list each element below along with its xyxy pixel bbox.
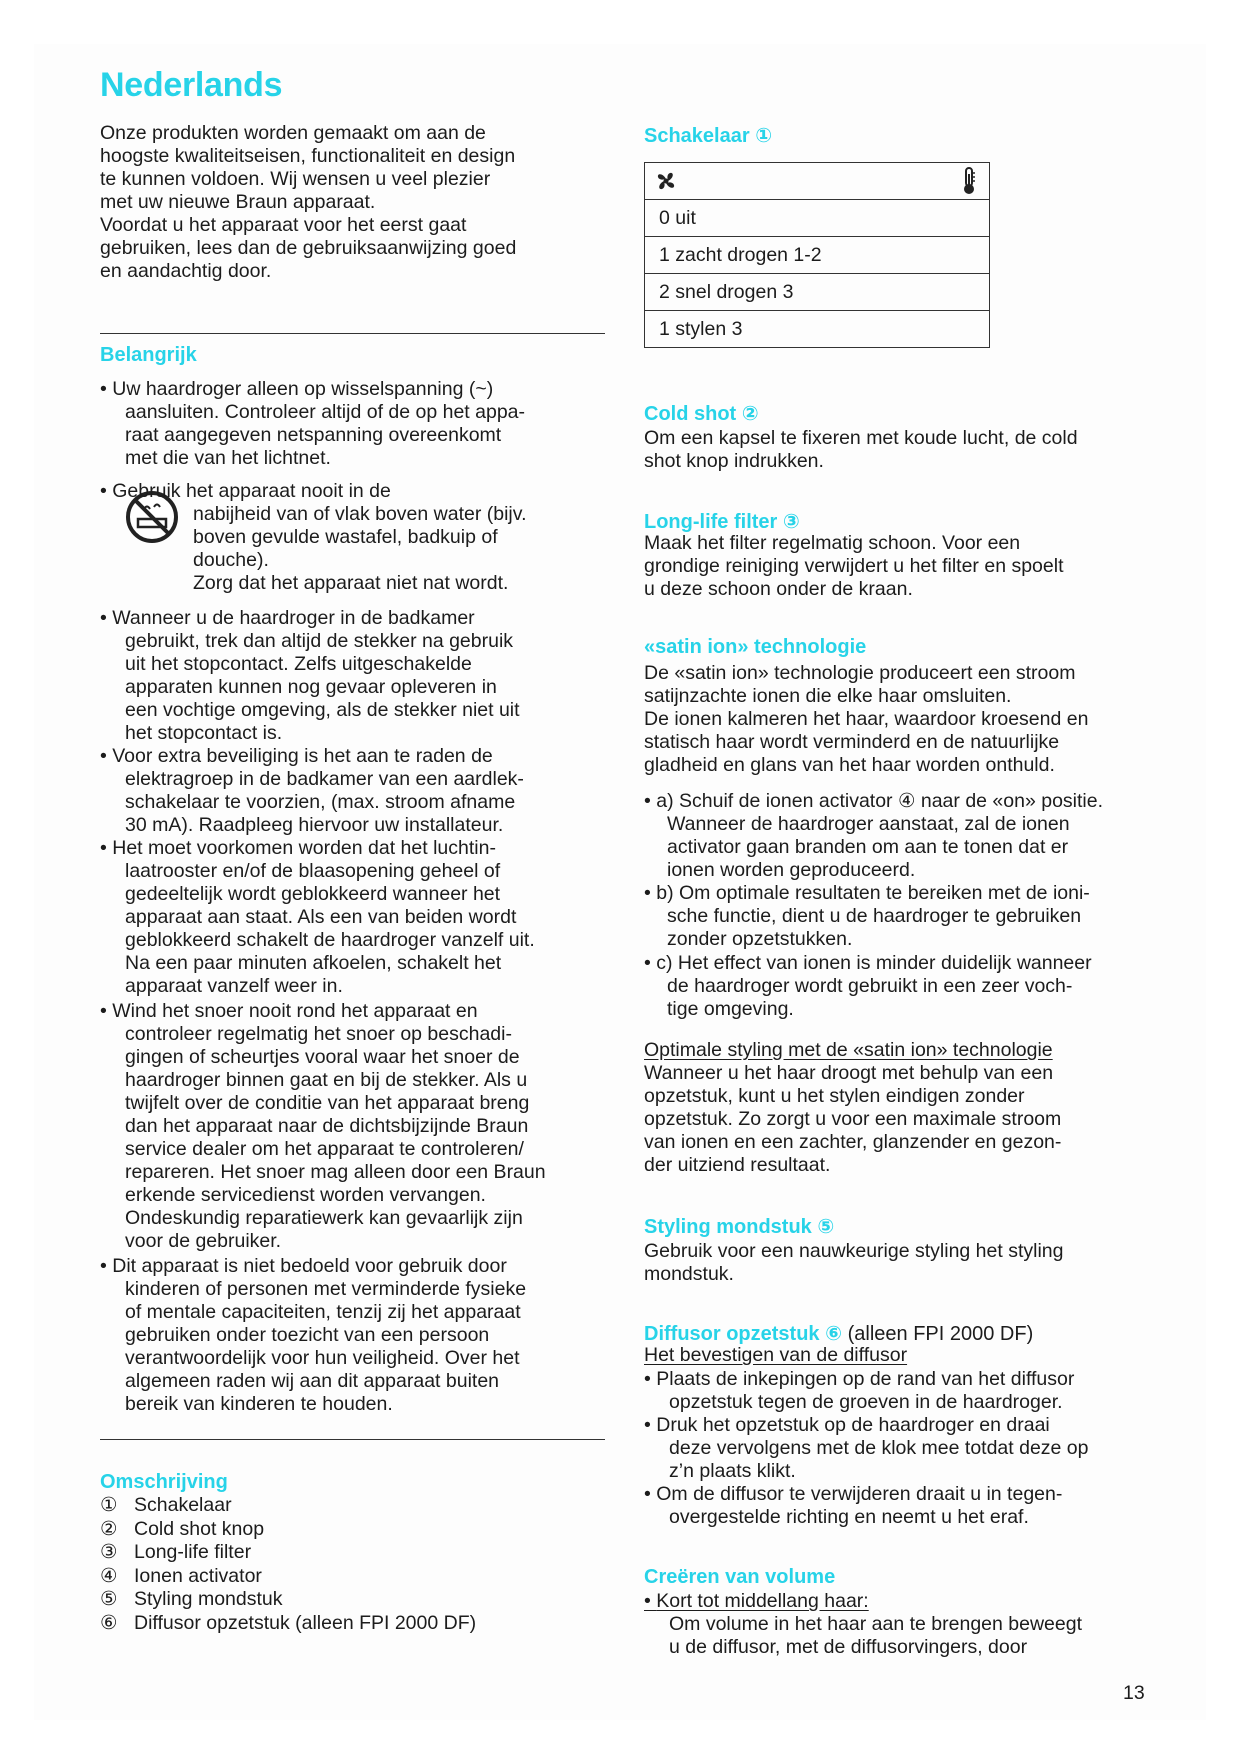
table-header-row: [645, 163, 989, 200]
list-item: ② Cold shot knop: [100, 1517, 265, 1540]
diffusor-bullet-3: • Om de diffusor te verwijderen draait u in tegen- overgestelde richting en neemt u het eraf.: [644, 1483, 1062, 1529]
optimal-styling: Optimale styling met de «satin ion» technologie Wanneer u het haar droogt met behulp van een opzetstuk, kunt u het stylen eindigen zonder opzetstuk. Zo zorgt u voor een maximale stroom van ionen en een zachter, glanzender en gezon- der uitziend resultaat.: [644, 1039, 1062, 1176]
diffusor-bullet-2: • Druk het opzetstuk op de haardroger en draai deze vervolgens met de klok mee totdat deze op z’n plaats klikt.: [644, 1414, 1089, 1483]
belangrijk-bullet-7: • Dit apparaat is niet bedoeld voor gebruik door kinderen of personen met verminderde fysieke of mentale capaciteiten, tenzij zij het apparaat gebruiken onder toezicht van een persoon verantwoordelijk voor hun veiligheid. Over het algemeen raden wij aan dit apparaat buiten bereik van kinderen te houden.: [100, 1255, 526, 1416]
table-row: 1 zacht drogen 1-2: [645, 237, 989, 274]
satin-list-c: • c) Het effect van ionen is minder duidelijk wanneer de haardroger wordt gebruikt in een zeer voch- tige omgeving.: [644, 952, 1092, 1021]
omschrijving-heading: Omschrijving: [100, 1471, 228, 1493]
list-item: ⑥ Diffusor opzetstuk (alleen FPI 2000 DF): [100, 1611, 477, 1634]
styling-heading: Styling mondstuk ⑤: [644, 1216, 835, 1238]
belangrijk-bullet-3: • Wanneer u de haardroger in de badkamer gebruikt, trek dan altijd de stekker na gebruik uit het stopcontact. Zelfs uitgeschakelde apparaten kunnen nog gevaar opleveren in een vochtige omgeving, als de stekker niet uit het stopcontact is.: [100, 607, 520, 745]
belangrijk-bullet-4: • Voor extra beveiliging is het aan te raden de elektragroep in de badkamer van een aardlek- schakelaar te voorzien, (max. stroom afname 30 mA). Raadpleeg hiervoor uw installateur.: [100, 745, 524, 837]
list-item: ③ Long-life filter: [100, 1541, 252, 1563]
cold-shot-heading: Cold shot ②: [644, 403, 759, 425]
thermometer-icon: [961, 166, 977, 196]
diffusor-bullet-1: • Plaats de inkepingen op de rand van het diffusor opzetstuk tegen de groeven in de haardroger.: [644, 1368, 1074, 1414]
fan-icon: [653, 168, 679, 194]
list-item: ④ Ionen activator: [100, 1564, 262, 1587]
belangrijk-bullet-5: • Het moet voorkomen worden dat het luchtin- laatrooster en/of de blaasopening geheel of gedeeltelijk wordt geblokkeerd wanneer het apparaat aan staat. Als een van beiden wordt geblokkeerd schakelt de haardroger vanzelf uit. Na een paar minuten afkoelen, schakelt het apparaat vanzelf weer in.: [100, 837, 535, 998]
list-item: ① Schakelaar: [100, 1494, 232, 1516]
belangrijk-bullet-6: • Wind het snoer nooit rond het apparaat en controleer regelmatig het snoer op beschadi- gingen of scheurtjes vooral waar het snoer de haardroger binnen gaat en bij de stekker. Als u twijfelt over de conditie van het apparaat breng dan het apparaat naar de dichtsbijzijnde Braun service dealer om het apparaat te controleren/ repareren. Het snoer mag alleen door een Braun erkende servicedienst worden vervangen. Ondeskundig reparatiewerk kan gevaarlijk zijn voor de gebruiker.: [100, 1000, 546, 1253]
omschrijving-list: [100, 1494, 476, 1635]
divider: [100, 333, 605, 334]
list-item: ⑤ Styling mondstuk: [100, 1588, 283, 1610]
schakelaar-heading: Schakelaar ①: [644, 125, 773, 147]
table-row: 1 stylen 3: [645, 311, 989, 348]
satin-heading: «satin ion» technologie: [644, 636, 867, 658]
belangrijk-heading: Belangrijk: [100, 344, 197, 366]
satin-list-b: • b) Om optimale resultaten te bereiken met de ioni- sche functie, dient u de haardroger te gebruiken zonder opzetstukken.: [644, 882, 1090, 951]
diffusor-heading: Diffusor opzetstuk ⑥ (alleen FPI 2000 DF): [644, 1323, 1034, 1345]
belangrijk-bullet-2: • Gebruik het apparaat nooit in de nabijheid van of vlak boven water (bijv. boven gevulde wastafel, badkuip of douche). Zorg dat het apparaat niet nat wordt.: [100, 480, 527, 595]
satin-list-a: • a) Schuif de ionen activator ④ naar de «on» positie. Wanneer de haardroger aanstaat, zal de ionen activator gaan branden om aan te tonen dat er ionen worden geproduceerd.: [644, 790, 1103, 882]
schakelaar-table: [644, 162, 990, 348]
satin-text: De «satin ion» technologie produceert een stroom satijnzachte ionen die elke haar omsluiten. De ionen kalmeren het haar, waardoor kroesend en statisch haar wordt verminderd en de natuurlijke gladheid en glans van het haar worden onthuld.: [644, 662, 1089, 776]
table-row: 2 snel drogen 3: [645, 274, 989, 311]
cold-shot-text: Om een kapsel te fixeren met koude lucht, de cold shot knop indrukken.: [644, 427, 1078, 472]
page-number: 13: [1123, 1682, 1145, 1704]
filter-text: Maak het filter regelmatig schoon. Voor een grondige reiniging verwijdert u het filter en spoelt u deze schoon onder de kraan.: [644, 532, 1064, 600]
table-row: 0 uit: [645, 200, 989, 237]
filter-heading: Long-life filter ③: [644, 511, 800, 533]
divider: [100, 1439, 605, 1440]
belangrijk-bullet-1: • Uw haardroger alleen op wisselspanning (~) aansluiten. Controleer altijd of de op het appa- raat aangegeven netspanning overeenkomt met die van het lichtnet.: [100, 378, 525, 470]
styling-text: Gebruik voor een nauwkeurige styling het styling mondstuk.: [644, 1240, 1064, 1285]
page-title: Nederlands: [100, 66, 283, 104]
diffusor-subtitle: Het bevestigen van de diffusor: [644, 1344, 908, 1366]
intro-paragraph: Onze produkten worden gemaakt om aan de hoogste kwaliteitseisen, functionaliteit en design te kunnen voldoen. Wij wensen u veel plezier met uw nieuwe Braun apparaat. Voordat u het apparaat voor het eerst gaat gebruiken, lees dan de gebruiksaanwijzing goed en aandachtig door.: [100, 122, 517, 282]
volume-bullet: • Kort tot middellang haar: Om volume in het haar aan te brengen beweegt u de diffusor, met de diffusorvingers, door: [644, 1590, 1082, 1659]
volume-heading: Creëren van volume: [644, 1566, 836, 1588]
